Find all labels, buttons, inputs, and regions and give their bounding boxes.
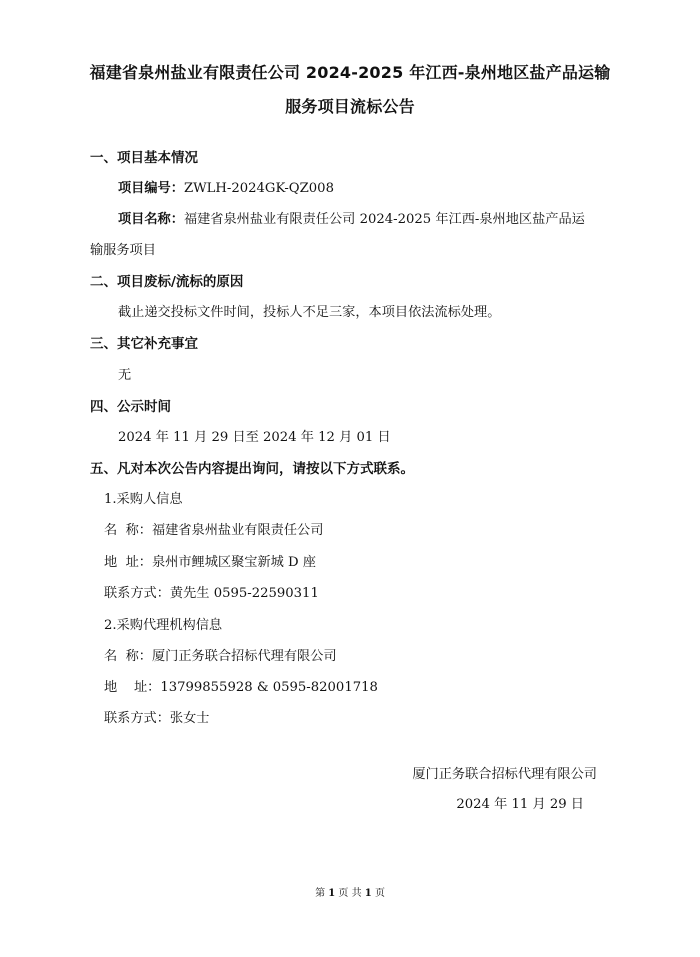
document-title-line1: 福建省泉州盐业有限责任公司 2024-2025 年江西-泉州地区盐产品运输 <box>89 63 611 82</box>
publicity-period-text: 2024 年 11 月 29 日至 2024 年 12 月 01 日 <box>118 430 391 445</box>
page-prefix: 第 <box>315 888 326 899</box>
purchaser-info-heading: 1.采购人信息 <box>104 492 183 507</box>
page-middle-text: 页 共 <box>338 888 362 899</box>
signature-date: 2024 年 11 月 29 日 <box>456 797 584 812</box>
section-heading-other-matters: 三、其它补充事宜 <box>90 336 198 352</box>
agency-name: 名 称：厦门正务联合招标代理有限公司 <box>104 649 337 664</box>
agency-info-heading: 2.采购代理机构信息 <box>104 618 223 633</box>
project-code-line <box>118 180 334 198</box>
purchaser-contact: 联系方式：黄先生 0595-22590311 <box>104 586 319 601</box>
project-code-value: ZWLH-2024GK-QZ008 <box>183 181 334 196</box>
project-name-value-continued: 输服务项目 <box>90 243 156 258</box>
section-heading-basic-info: 一、项目基本情况 <box>90 150 198 166</box>
project-name-line <box>118 211 585 229</box>
section-heading-failure-reason: 二、项目废标/流标的原因 <box>90 274 244 290</box>
signature-organization: 厦门正务联合招标代理有限公司 <box>412 767 597 782</box>
section-heading-publicity-period: 四、公示时间 <box>90 399 171 415</box>
project-name-value: 福建省泉州盐业有限责任公司 2024-2025 年江西-泉州地区盐产品运 <box>183 212 585 227</box>
purchaser-name: 名 称：福建省泉州盐业有限责任公司 <box>104 523 324 538</box>
project-name-label: 项目名称： <box>118 212 184 227</box>
section-heading-contact: 五、凡对本次公告内容提出询问，请按以下方式联系。 <box>90 461 414 477</box>
failure-reason-text: 截止递交投标文件时间，投标人不足三家，本项目依法流标处理。 <box>118 305 501 320</box>
agency-contact: 联系方式：张女士 <box>104 711 210 726</box>
other-matters-text: 无 <box>118 368 132 383</box>
agency-phone: 地 址：13799855928 & 0595-82001718 <box>104 680 378 695</box>
page-current-number: 1 <box>328 888 336 899</box>
page-total-number: 1 <box>364 888 372 899</box>
purchaser-address: 地 址：泉州市鲤城区聚宝新城 D 座 <box>104 555 316 570</box>
page-footer <box>0 884 700 899</box>
project-code-label: 项目编号： <box>118 181 184 196</box>
document-title-line2: 服务项目流标公告 <box>285 97 415 116</box>
page-suffix: 页 <box>374 888 385 899</box>
